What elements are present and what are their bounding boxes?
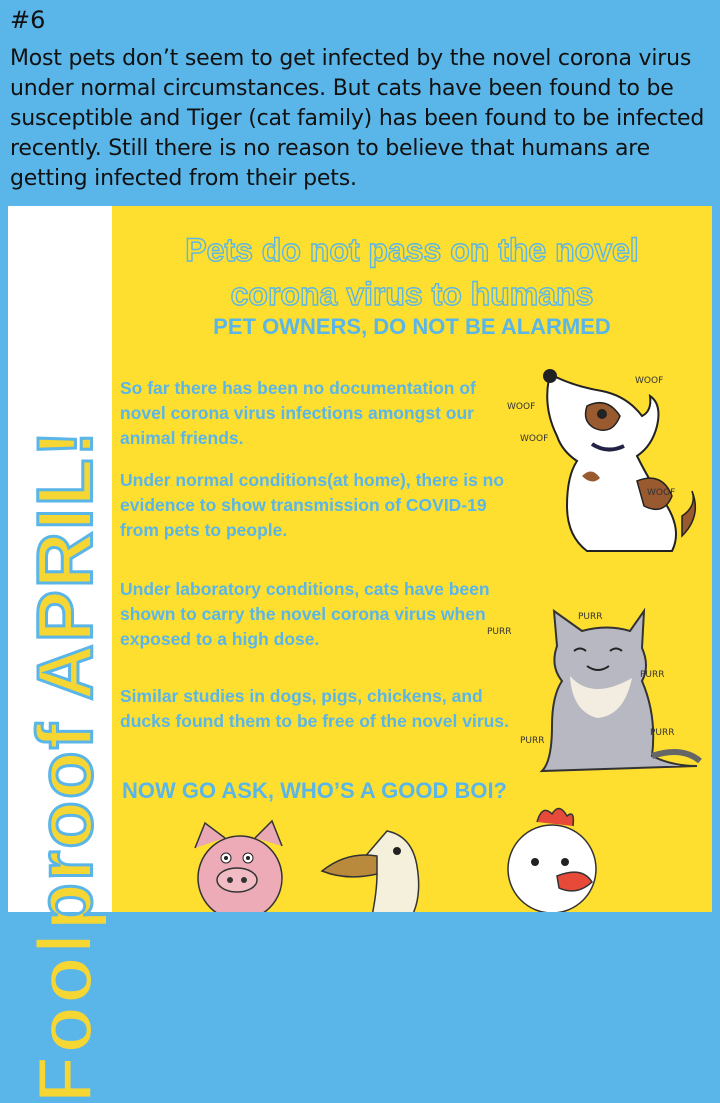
header bbox=[0, 0, 720, 205]
woof-sound-1: WOOF bbox=[507, 402, 536, 412]
purr-sound-4: PURR bbox=[650, 728, 675, 738]
poster-title-line1: Pets do not pass on the novel bbox=[185, 232, 639, 268]
woof-sound-3: WOOF bbox=[520, 434, 549, 444]
closing-line: NOW GO ASK, WHO’S A GOOD BOI? bbox=[122, 778, 507, 803]
woof-sound-2: WOOF bbox=[635, 376, 664, 386]
purr-sound-1: PURR bbox=[578, 612, 603, 622]
poster bbox=[112, 206, 712, 912]
slide-number: #6 bbox=[10, 6, 46, 34]
sidebar bbox=[8, 206, 112, 1103]
sidebar-label: Foolproof APRIL! bbox=[20, 428, 109, 1103]
duck-illustration bbox=[317, 826, 427, 912]
dog-illustration bbox=[532, 366, 702, 556]
poster-title bbox=[112, 228, 712, 316]
paragraph-home-conditions: Under normal conditions(at home), there is no evidence to show transmission of COVID-19 from pets to people. bbox=[120, 470, 505, 540]
paragraph-documentation: So far there has been no documentation of novel corona virus infections amongst our animal friends. bbox=[120, 378, 476, 448]
chicken-illustration bbox=[497, 804, 607, 912]
paragraph-laboratory: Under laboratory conditions, cats have been shown to carry the novel corona virus when exposed to a high dose. bbox=[120, 579, 490, 649]
purr-sound-3: PURR bbox=[640, 670, 665, 680]
purr-sound-5: PURR bbox=[520, 736, 545, 746]
intro-text: Most pets don’t seem to get infected by the novel corona virus under normal circumstances. But cats have been found to be susceptible and Tiger (cat family) has been found to be infected recently. Still there is no reason to believe that humans are getting infected from their pets. bbox=[10, 46, 705, 191]
pig-illustration bbox=[190, 818, 290, 912]
paragraph-similar-studies: Similar studies in dogs, pigs, chickens, and ducks found them to be free of the novel virus. bbox=[120, 686, 509, 731]
poster-title-line2: corona virus to humans bbox=[230, 276, 594, 312]
purr-sound-2: PURR bbox=[487, 627, 512, 637]
woof-sound-4: WOOF bbox=[647, 488, 676, 498]
cat-illustration bbox=[532, 606, 702, 776]
poster-subtitle: PET OWNERS, DO NOT BE ALARMED bbox=[213, 314, 611, 339]
